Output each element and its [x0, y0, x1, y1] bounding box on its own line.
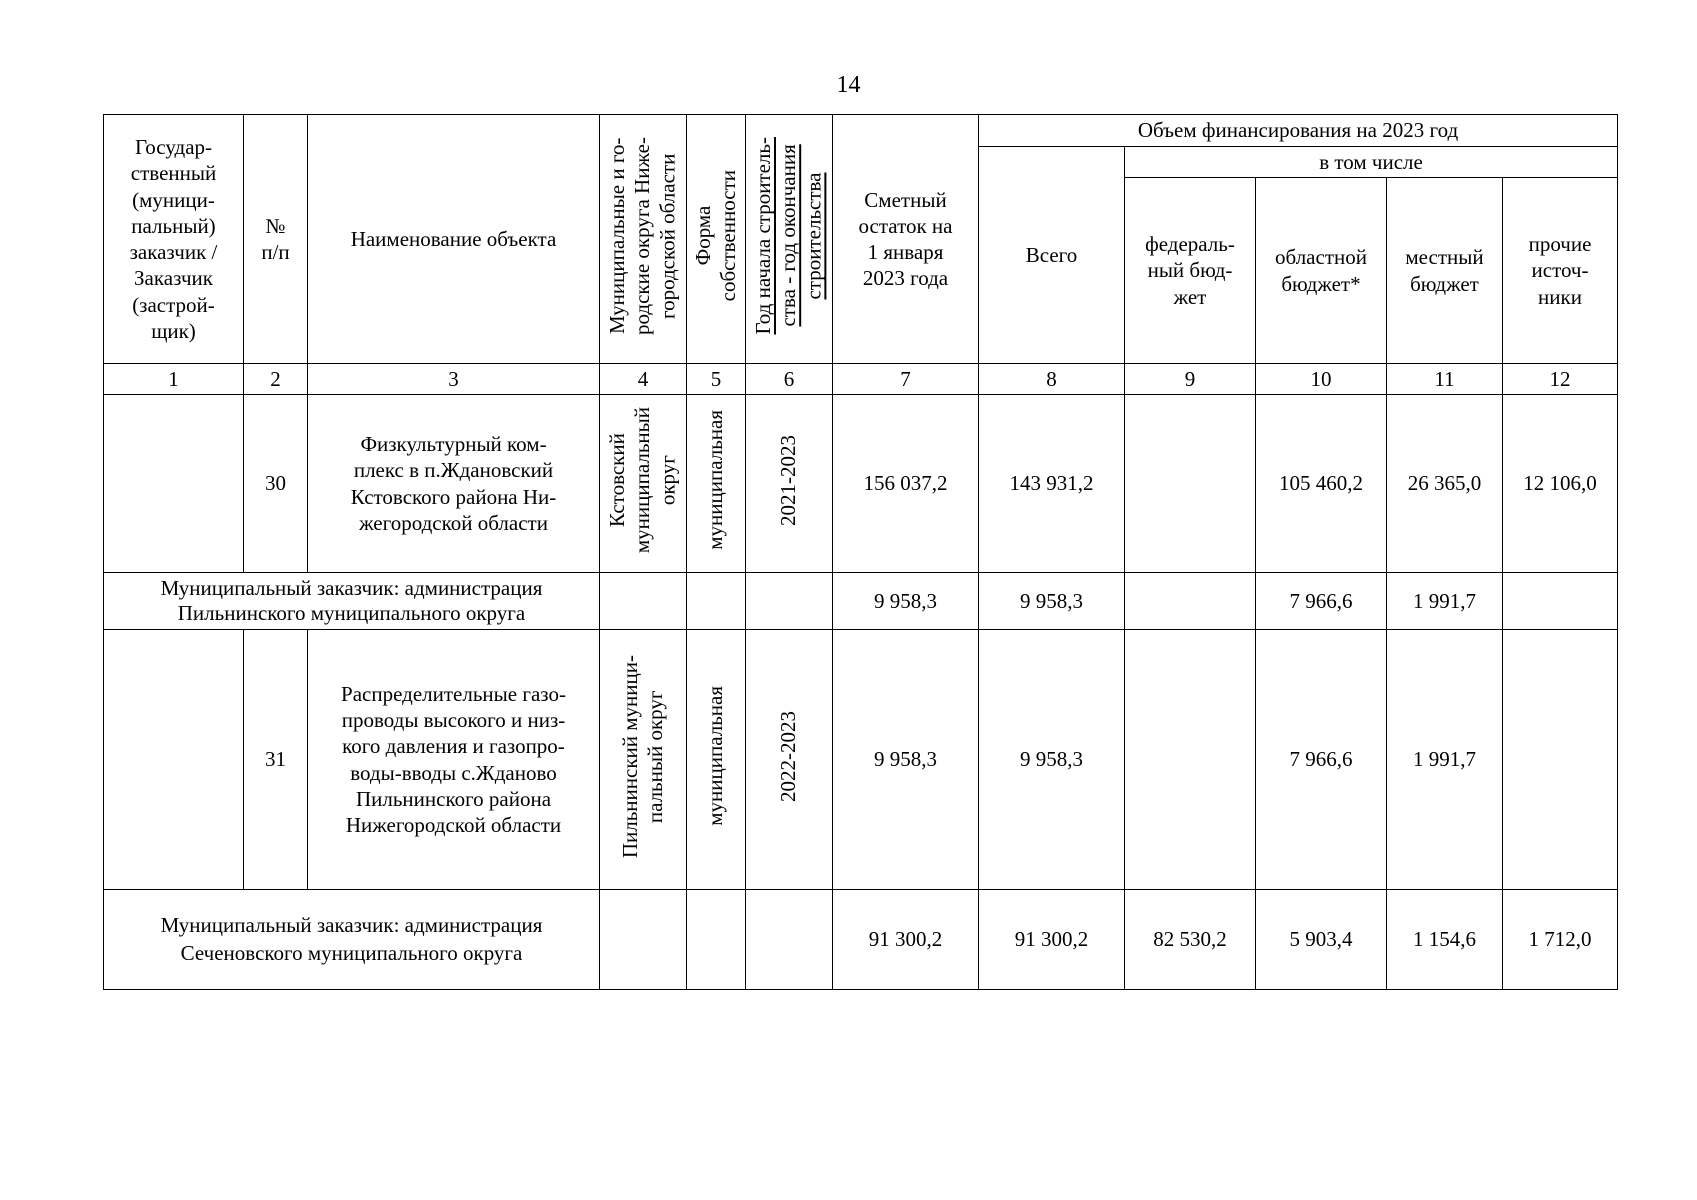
header-total: Всего	[979, 147, 1125, 364]
federal-value: 82 530,2	[1125, 890, 1256, 990]
column-number: 3	[308, 364, 600, 395]
row-num: 30	[244, 395, 308, 573]
construction-years: 2022-2023	[746, 630, 833, 890]
header-num: № п/п	[244, 115, 308, 364]
empty-cell	[687, 573, 746, 630]
customer-label: Муниципальный заказчик: администрация Пильнинского муниципального округа	[104, 573, 600, 630]
header-ownership: Форма собственности	[687, 115, 746, 364]
header-estimate: Сметный остаток на 1 января 2023 года	[833, 115, 979, 364]
header-row-1	[104, 115, 1618, 147]
local-value: 1 991,7	[1387, 573, 1503, 630]
column-number: 2	[244, 364, 308, 395]
column-number: 4	[600, 364, 687, 395]
header-funding: Объем финансирования на 2023 год	[979, 115, 1618, 147]
column-number: 5	[687, 364, 746, 395]
federal-value	[1125, 395, 1256, 573]
other-value	[1503, 573, 1618, 630]
regional-value: 5 903,4	[1256, 890, 1387, 990]
total-value: 143 931,2	[979, 395, 1125, 573]
ownership: муниципальная	[687, 630, 746, 890]
local-value: 1 154,6	[1387, 890, 1503, 990]
column-number: 12	[1503, 364, 1618, 395]
table-row-object-30	[104, 395, 1618, 573]
table-row-customer-sechenovo	[104, 890, 1618, 990]
column-number: 9	[1125, 364, 1256, 395]
empty-cell	[600, 573, 687, 630]
column-number-row	[104, 364, 1618, 395]
header-years: Год начала строитель- ства - год окончания строительства	[746, 115, 833, 364]
other-value: 12 106,0	[1503, 395, 1618, 573]
municipality: Пильнинский муници- пальный округ	[600, 630, 687, 890]
customer-label: Муниципальный заказчик: администрация Сеченовского муниципального округа	[104, 890, 600, 990]
total-value: 91 300,2	[979, 890, 1125, 990]
total-value: 9 958,3	[979, 630, 1125, 890]
column-number: 8	[979, 364, 1125, 395]
local-value: 1 991,7	[1387, 630, 1503, 890]
object-name: Физкультурный ком- плекс в п.Ждановский Кстовского района Ни- жегородской области	[308, 395, 600, 573]
federal-value	[1125, 630, 1256, 890]
header-other: прочие источ- ники	[1503, 178, 1618, 364]
customer-cell-empty	[104, 395, 244, 573]
column-number: 10	[1256, 364, 1387, 395]
header-local: местный бюджет	[1387, 178, 1503, 364]
header-including: в том числе	[1125, 147, 1618, 178]
header-object-name: Наименование объекта	[308, 115, 600, 364]
header-federal: федераль- ный бюд- жет	[1125, 178, 1256, 364]
empty-cell	[746, 890, 833, 990]
ownership: муниципальная	[687, 395, 746, 573]
page-number: 14	[836, 72, 861, 98]
column-number: 11	[1387, 364, 1503, 395]
local-value: 26 365,0	[1387, 395, 1503, 573]
table-row-object-31	[104, 630, 1618, 890]
estimate-value: 156 037,2	[833, 395, 979, 573]
other-value	[1503, 630, 1618, 890]
regional-value: 105 460,2	[1256, 395, 1387, 573]
federal-value	[1125, 573, 1256, 630]
column-number: 6	[746, 364, 833, 395]
estimate-value: 91 300,2	[833, 890, 979, 990]
municipality: Кстовский муниципальный округ	[600, 395, 687, 573]
estimate-value: 9 958,3	[833, 573, 979, 630]
construction-years: 2021-2023	[746, 395, 833, 573]
header-municipality: Муниципальные и го- родские округа Ниже- городской области	[600, 115, 687, 364]
object-name: Распределительные газо- проводы высокого и низ- кого давления и газопро- воды-вводы с.Жданово Пильнинского района Нижегородской области	[308, 630, 600, 890]
estimate-value: 9 958,3	[833, 630, 979, 890]
empty-cell	[687, 890, 746, 990]
column-number: 7	[833, 364, 979, 395]
regional-value: 7 966,6	[1256, 573, 1387, 630]
row-num: 31	[244, 630, 308, 890]
empty-cell	[600, 890, 687, 990]
table-row-customer-pilna	[104, 573, 1618, 630]
regional-value: 7 966,6	[1256, 630, 1387, 890]
other-value: 1 712,0	[1503, 890, 1618, 990]
total-value: 9 958,3	[979, 573, 1125, 630]
customer-cell-empty	[104, 630, 244, 890]
header-regional: областной бюджет*	[1256, 178, 1387, 364]
column-number: 1	[104, 364, 244, 395]
empty-cell	[746, 573, 833, 630]
investment-table	[103, 114, 1618, 990]
header-customer: Государ- ственный (муници- пальный) заказчик / Заказчик (застрой- щик)	[104, 115, 244, 364]
